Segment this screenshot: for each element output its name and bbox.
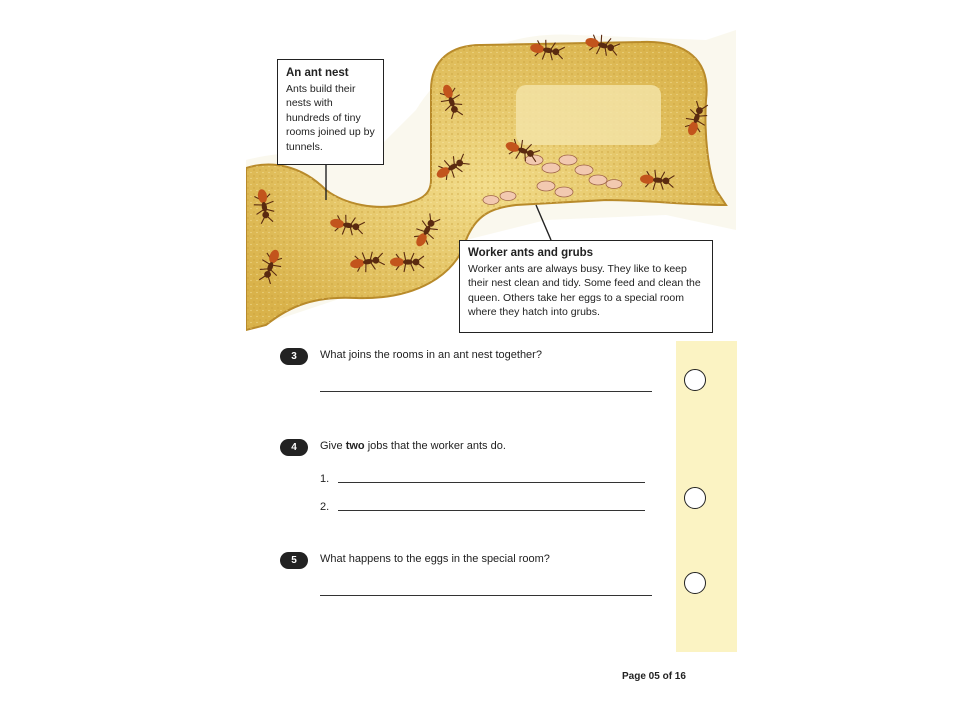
question-number-badge: 5 — [280, 552, 308, 569]
page-number: Page 05 of 16 — [622, 671, 686, 682]
mark-circle-q3 — [684, 369, 706, 391]
question-number-badge: 4 — [280, 439, 308, 456]
answer-line-q5[interactable] — [320, 595, 652, 596]
answer-line-number: 2. — [320, 501, 330, 513]
question-5-text: What happens to the eggs in the special room? — [320, 553, 550, 565]
question-4-text-after: jobs that the worker ants do. — [364, 440, 506, 452]
answer-line-q4-1[interactable] — [338, 482, 645, 483]
answer-line-q4-2[interactable] — [338, 510, 645, 511]
answer-line-number: 1. — [320, 473, 330, 485]
callout-worker-ants — [459, 240, 713, 333]
question-4-text — [320, 440, 506, 452]
mark-circle-q4 — [684, 487, 706, 509]
callout-worker-ants-body: Worker ants are always busy. They like to keep their nest clean and tidy. Some feed and clean the queen. Others take her eggs to a special room where they hatch into grubs. — [468, 263, 701, 319]
question-4-text-before: Give — [320, 440, 346, 452]
callout-ant-nest — [277, 59, 384, 165]
callout-worker-ants-title: Worker ants and grubs — [468, 247, 594, 259]
question-3-text: What joins the rooms in an ant nest together? — [320, 349, 542, 361]
mark-circle-q5 — [684, 572, 706, 594]
callout-ant-nest-title: An ant nest — [286, 67, 349, 79]
answer-line-q3[interactable] — [320, 391, 652, 392]
callout-ant-nest-body: Ants build their nests with hundreds of tiny rooms joined up by tunnels. — [286, 83, 375, 153]
question-4-text-bold: two — [345, 440, 365, 452]
question-number-badge: 3 — [280, 348, 308, 365]
nest-chamber — [516, 85, 661, 145]
